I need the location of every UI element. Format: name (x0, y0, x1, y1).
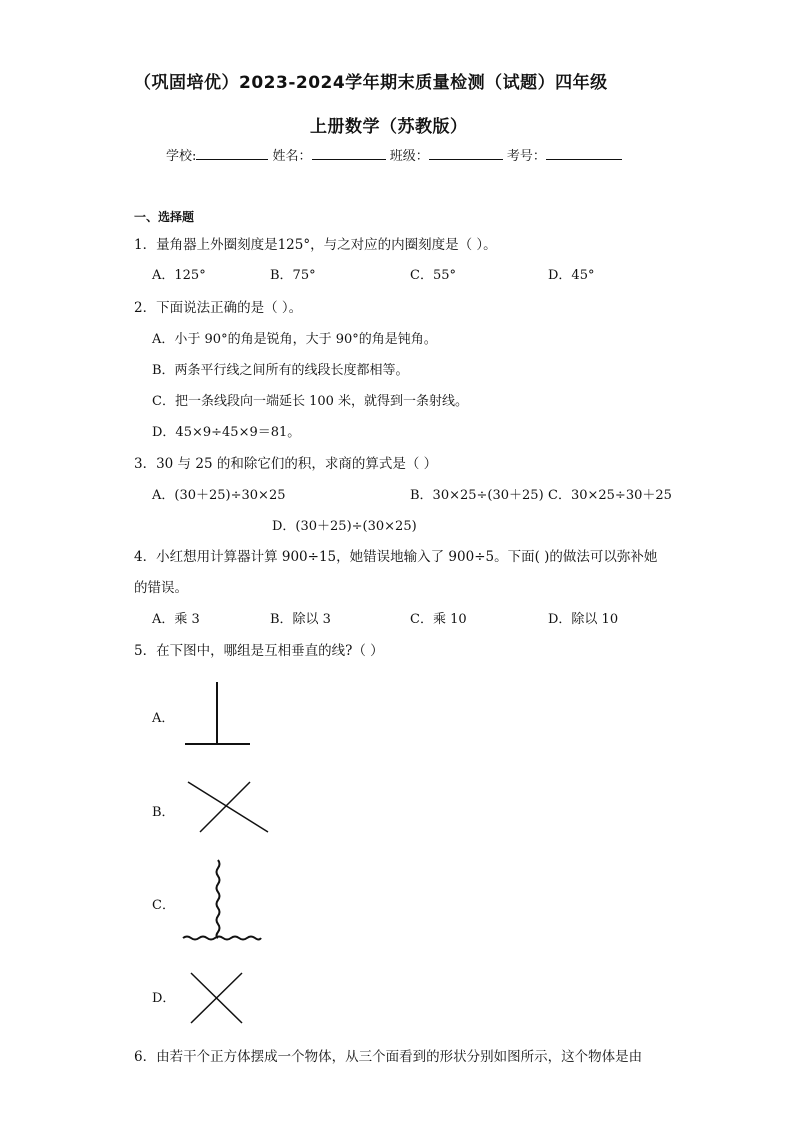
q2-option-a: A．小于 90°的角是锐角，大于 90°的角是钝角。 (152, 332, 437, 347)
question-6-stem: 6．由若干个正方体摆成一个物体，从三个面看到的形状分别如图所示，这个物体是由 (134, 1049, 643, 1065)
figure-b-line-1 (188, 782, 268, 832)
school-field[interactable] (196, 147, 268, 160)
q4-option-d: D．除以 10 (548, 612, 619, 627)
q2-option-d: D．45×9÷45×9＝81。 (152, 425, 301, 440)
q3-option-c: C．30×25÷30＋25 (548, 488, 672, 503)
question-2-stem: 2．下面说法正确的是（ ）。 (134, 300, 303, 316)
q5-option-c: C． (152, 898, 175, 913)
name-label: 姓名： (272, 149, 312, 164)
figure-c-wavy-horizontal (183, 937, 261, 940)
question-4-stem-line1: 4．小红想用计算器计算 900÷15，她错误地输入了 900÷5。下面( )的做法可以弥补她 (134, 549, 658, 565)
q3-option-b: B．30×25÷(30＋25) (410, 488, 544, 503)
q5-option-a: A． (152, 711, 175, 726)
q4-option-c: C．乘 10 (410, 612, 467, 627)
q5-figure-c (180, 858, 265, 943)
page-title-line1: （巩固培优）2023-2024学年期末质量检测（试题）四年级 (134, 73, 608, 93)
exam-no-label: 考号： (506, 149, 546, 164)
question-1-stem: 1．量角器上外圈刻度是125°，与之对应的内圈刻度是（ ）。 (134, 237, 497, 253)
exam-no-field[interactable] (546, 147, 622, 160)
name-field[interactable] (312, 147, 386, 160)
q3-option-a: A．(30＋25)÷30×25 (152, 488, 286, 503)
q5-figure-a (180, 680, 255, 750)
q2-option-b: B．两条平行线之间所有的线段长度都相等。 (152, 363, 409, 378)
q1-option-c: C．55° (410, 268, 456, 283)
q1-option-b: B．75° (270, 268, 316, 283)
q5-figure-d (188, 970, 248, 1030)
figure-c-wavy-vertical (217, 860, 220, 938)
q5-option-b: B． (152, 805, 175, 820)
info-fields (166, 145, 622, 164)
q1-option-d: D．45° (548, 268, 595, 283)
q5-option-d: D． (152, 991, 176, 1006)
page-title-line2: 上册数学（苏教版） (310, 117, 468, 137)
school-label: 学校: (166, 149, 197, 164)
q1-option-a: A．125° (152, 268, 206, 283)
q2-option-c: C．把一条线段向一端延长 100 米，就得到一条射线。 (152, 394, 469, 409)
figure-b-line-2 (200, 782, 250, 832)
q5-figure-b (185, 778, 275, 838)
question-4-stem-line2: 的错误。 (134, 580, 188, 596)
question-5-stem: 5．在下图中，哪组是互相垂直的线?（ ） (134, 643, 384, 659)
q3-option-d: D．(30＋25)÷(30×25) (272, 519, 417, 534)
section-title: 一、选择题 (134, 210, 195, 224)
class-label: 班级： (389, 149, 429, 164)
class-field[interactable] (429, 147, 503, 160)
q4-option-b: B．除以 3 (270, 612, 331, 627)
q4-option-a: A．乘 3 (152, 612, 200, 627)
question-3-stem: 3．30 与 25 的和除它们的积，求商的算式是（ ） (134, 456, 438, 472)
